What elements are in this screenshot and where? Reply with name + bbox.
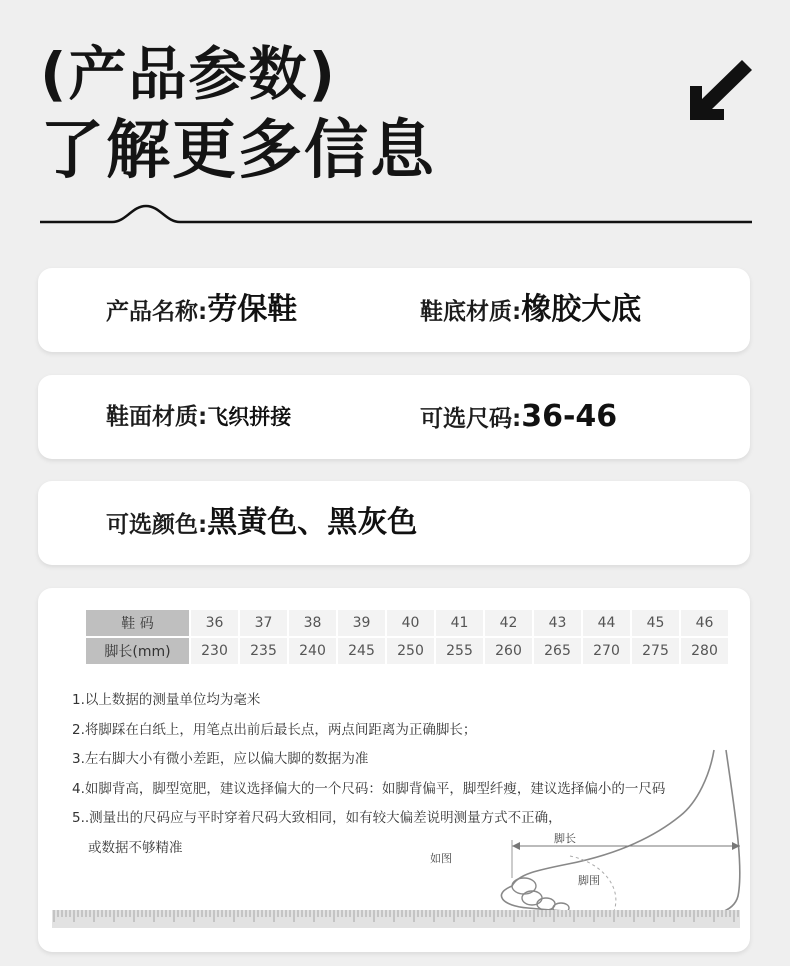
info-card-colors bbox=[38, 481, 750, 565]
title-line-1: (产品参数) bbox=[40, 40, 338, 108]
size-row-header: 鞋 码 bbox=[86, 610, 190, 637]
size-range-label: 可选尺码: bbox=[420, 406, 522, 432]
sole-material-value: 橡胶大底 bbox=[521, 292, 642, 327]
size-cell: 38 bbox=[288, 610, 337, 637]
size-cell: 43 bbox=[533, 610, 582, 637]
length-cell: 230 bbox=[190, 637, 239, 665]
length-cell: 265 bbox=[533, 637, 582, 665]
length-cell: 280 bbox=[680, 637, 729, 665]
length-row bbox=[86, 637, 729, 665]
size-cell: 41 bbox=[435, 610, 484, 637]
arrow-down-left-icon bbox=[686, 56, 756, 126]
size-cell: 37 bbox=[239, 610, 288, 637]
length-cell: 275 bbox=[631, 637, 680, 665]
size-cell: 40 bbox=[386, 610, 435, 637]
section-divider bbox=[40, 200, 752, 230]
ru-tu-label: 如图 bbox=[430, 852, 452, 865]
ruler bbox=[52, 910, 740, 928]
note-1: 1.以上数据的测量单位均为毫米 bbox=[72, 692, 261, 708]
size-chart-card bbox=[38, 588, 750, 952]
title-line-2: 了解更多信息 bbox=[40, 114, 436, 188]
length-cell: 235 bbox=[239, 637, 288, 665]
length-row-header: 脚长(mm) bbox=[86, 637, 190, 665]
foot-length-label: 脚长 bbox=[554, 832, 576, 845]
size-cell: 36 bbox=[190, 610, 239, 637]
size-range-value: 36-46 bbox=[521, 399, 618, 434]
product-name-label: 产品名称: bbox=[106, 299, 208, 325]
info-card-name-sole bbox=[38, 268, 750, 352]
size-cell: 45 bbox=[631, 610, 680, 637]
color-label: 可选颜色: bbox=[106, 512, 208, 538]
upper-material-value: 飞织拼接 bbox=[207, 405, 292, 429]
info-card-upper-size bbox=[38, 375, 750, 459]
size-cell: 39 bbox=[337, 610, 386, 637]
note-5-continued: 或数据不够精准 bbox=[88, 840, 183, 856]
size-cell: 46 bbox=[680, 610, 729, 637]
size-cell: 42 bbox=[484, 610, 533, 637]
length-cell: 245 bbox=[337, 637, 386, 665]
product-name-value: 劳保鞋 bbox=[207, 292, 298, 327]
note-2: 2.将脚踩在白纸上，用笔点出前后最长点，两点间距离为正确脚长； bbox=[72, 722, 477, 738]
length-cell: 255 bbox=[435, 637, 484, 665]
upper-material-label: 鞋面材质: bbox=[106, 404, 208, 430]
note-3: 3.左右脚大小有微小差距，应以偏大脚的数据为准 bbox=[72, 751, 369, 767]
sole-material-label: 鞋底材质: bbox=[420, 299, 522, 325]
size-row bbox=[86, 610, 729, 637]
size-table bbox=[86, 610, 730, 666]
note-4: 4.如脚背高，脚型宽肥，建议选择偏大的一个尺码：如脚背偏平，脚型纤瘦，建议选择偏小的一尺码 bbox=[72, 781, 666, 797]
length-cell: 260 bbox=[484, 637, 533, 665]
foot-girth-label: 脚围 bbox=[578, 874, 600, 887]
length-cell: 270 bbox=[582, 637, 631, 665]
length-cell: 240 bbox=[288, 637, 337, 665]
length-cell: 250 bbox=[386, 637, 435, 665]
color-value: 黑黄色、黑灰色 bbox=[207, 505, 418, 540]
note-5: 5..测量出的尺码应与平时穿着尺码大致相同，如有较大偏差说明测量方式不正确， bbox=[72, 810, 562, 826]
size-cell: 44 bbox=[582, 610, 631, 637]
